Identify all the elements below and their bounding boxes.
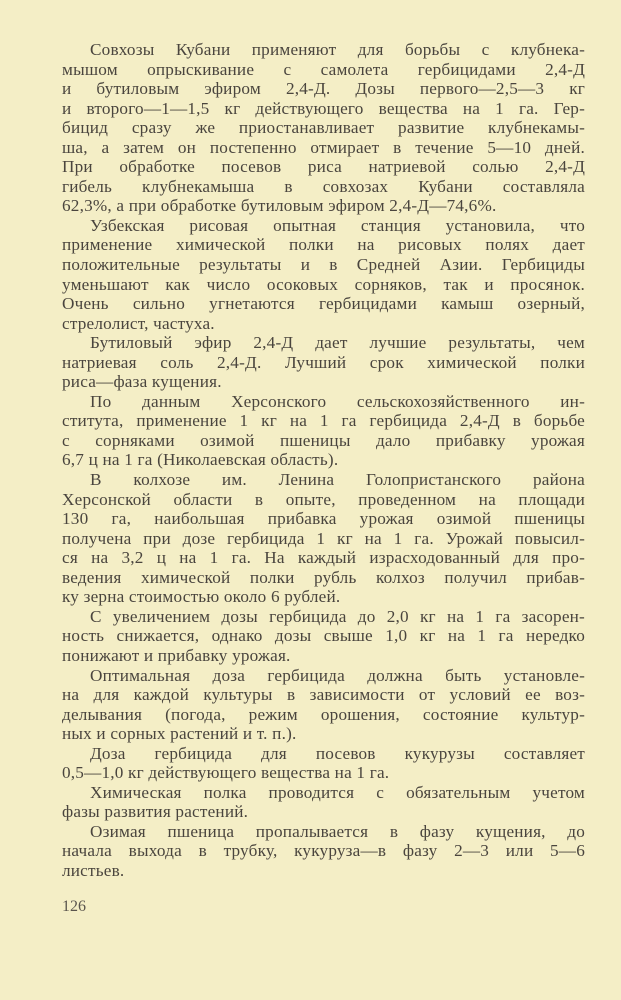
paragraph: [62, 470, 585, 607]
text-line: ность снижается, однако дозы свыше 1,0 кг на 1 га нередко: [62, 626, 585, 646]
text-line: получена при дозе гербицида 1 кг на 1 га. Урожай повысил-: [62, 528, 585, 548]
text-line: делывания (погода, режим орошения, состояние культур-: [62, 704, 585, 724]
text-line: Очень сильно угнетаются гербицидами камыш озерный,: [62, 294, 585, 314]
text-line: с сорняками озимой пшеницы дало прибавку урожая: [62, 430, 585, 450]
text-line: риса—фаза кущения.: [62, 372, 222, 392]
text-line: понижают и прибавку урожая.: [62, 645, 291, 665]
text-line: положительные результаты и в Средней Азии. Гербициды: [62, 255, 585, 275]
text-line: Херсонской области в опыте, проведенном на площади: [62, 489, 585, 509]
text-line: гибель клубнекамыша в совхозах Кубани составляла: [62, 176, 585, 196]
text-line: Узбекская рисовая опытная станция установила, что: [90, 215, 585, 235]
paragraph: [62, 744, 585, 783]
text-line: ся на 3,2 ц на 1 га. На каждый израсходованный для про-: [62, 548, 585, 568]
text-line: Озимая пшеница пропалывается в фазу кущения, до: [90, 821, 585, 841]
paragraph: [62, 822, 585, 881]
text-line: применение химической полки на рисовых полях дает: [62, 235, 585, 255]
text-line: В колхозе им. Ленина Голопристанского района: [90, 470, 585, 490]
paragraph: [62, 607, 585, 666]
text-line: стрелолист, частуха.: [62, 313, 215, 333]
text-line: По данным Херсонского сельскохозяйственного ин-: [90, 391, 585, 411]
text-line: и второго—1—1,5 кг действующего вещества на 1 га. Гер-: [62, 98, 585, 118]
text-line: фазы развития растений.: [62, 802, 249, 822]
text-line: С увеличением дозы гербицида до 2,0 кг на 1 га засорен-: [90, 606, 585, 626]
text-line: 6,7 ц на 1 га (Николаевская область).: [62, 450, 339, 470]
text-line: начала выхода в трубку, кукуруза—в фазу 2—3 или 5—6: [62, 841, 585, 861]
text-line: 62,3%, а при обработке бутиловым эфиром 2,4-Д—74,6%.: [62, 196, 497, 216]
text-line: бицид сразу же приостанавливает развитие клубнекамы-: [62, 118, 585, 138]
paragraph: [62, 40, 585, 216]
text-line: Совхозы Кубани применяют для борьбы с клубнека-: [90, 40, 585, 59]
text-line: листьев.: [62, 860, 125, 880]
text-line: мышом опрыскивание с самолета гербицидами 2,4-Д: [62, 59, 585, 79]
text-line: При обработке посевов риса натриевой солью 2,4-Д: [62, 157, 585, 177]
text-line: Бутиловый эфир 2,4-Д дает лучшие результаты, чем: [90, 333, 585, 353]
text-line: ку зерна стоимостью около 6 рублей.: [62, 587, 341, 607]
text-line: и бутиловым эфиром 2,4-Д. Дозы первого—2,5—3 кг: [62, 79, 585, 99]
page-number: 126: [62, 898, 86, 915]
text-line: ведения химической полки рубль колхоз получил прибав-: [62, 567, 585, 587]
page-body: [62, 40, 585, 881]
paragraph: [62, 783, 585, 822]
text-line: уменьшают как число осоковых сорняков, так и просянок.: [62, 274, 585, 294]
paragraph: [62, 666, 585, 744]
text-line: 130 га, наибольшая прибавка урожая озимой пшеницы: [62, 509, 585, 529]
text-line: ных и сорных растений и т. п.).: [62, 724, 297, 744]
text-line: Оптимальная доза гербицида должна быть установле-: [90, 665, 585, 685]
text-line: 0,5—1,0 кг действующего вещества на 1 га.: [62, 763, 390, 783]
text-line: на для каждой культуры в зависимости от условий ее воз-: [62, 685, 585, 705]
text-line: Доза гербицида для посевов кукурузы составляет: [90, 743, 585, 763]
paragraph: [62, 392, 585, 470]
text-line: натриевая соль 2,4-Д. Лучший срок химической полки: [62, 352, 585, 372]
text-line: Химическая полка проводится с обязательным учетом: [90, 782, 585, 802]
text-line: ститута, применение 1 кг на 1 га гербицида 2,4-Д в борьбе: [62, 411, 585, 431]
paragraph: [62, 216, 585, 333]
paragraph: [62, 333, 585, 392]
text-line: ша, а затем он постепенно отмирает в течение 5—10 дней.: [62, 137, 585, 157]
